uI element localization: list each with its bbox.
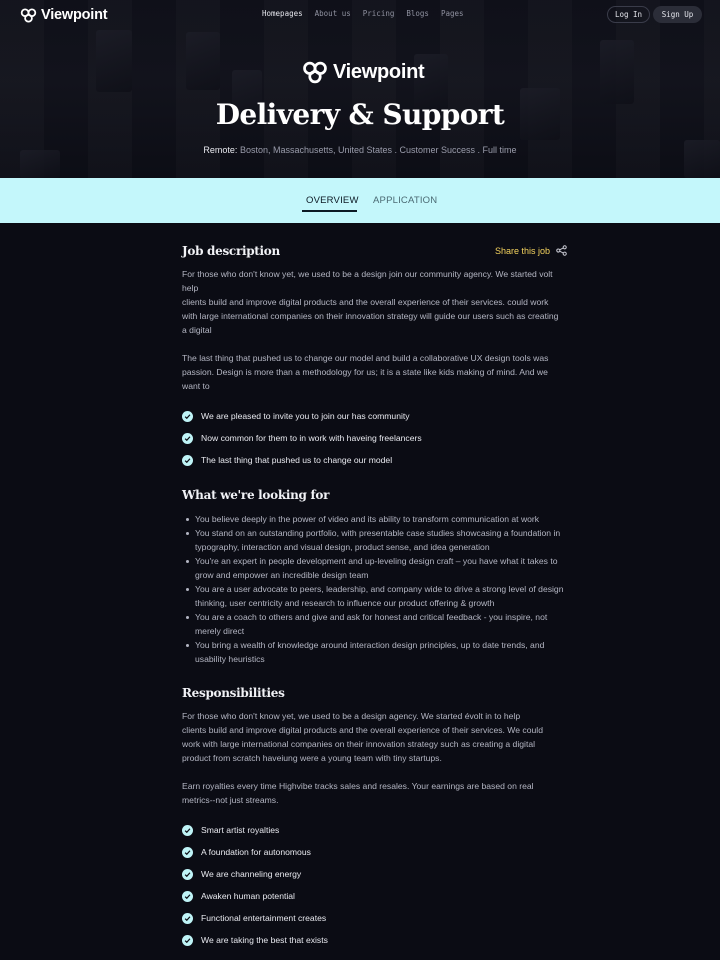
page-title: Delivery & Support <box>215 98 505 131</box>
tab-application[interactable]: APPLICATION <box>373 195 438 206</box>
list-item-line: merely direct <box>195 626 245 636</box>
brand-name: Viewpoint <box>41 7 108 23</box>
list-item <box>182 863 328 885</box>
hero-decor-block <box>186 32 220 90</box>
tab-overview[interactable]: OVERVIEW <box>306 195 359 206</box>
list-item-line: thinking, user centricity and research to influence our product offering & growth <box>195 598 495 608</box>
share-icon <box>556 245 567 256</box>
check-circle-icon <box>182 891 193 902</box>
job-description-paragraph-1 <box>182 267 578 337</box>
check-circle-icon <box>182 913 193 924</box>
list-item-label: Now common for them to in work with haveing freelancers <box>201 433 422 443</box>
share-job-button[interactable] <box>495 245 567 256</box>
looking-for-title: What we're looking for <box>182 488 330 502</box>
job-meta <box>0 145 720 155</box>
active-tab-indicator <box>302 210 357 212</box>
nav-item-about-us[interactable]: About us <box>314 9 351 18</box>
paragraph-line: For those who don't know yet, we used to be a design join our community agency. We started volt <box>182 269 553 279</box>
list-item-line: You're an expert in people development and up-leveling design craft – you have what it takes to <box>195 556 558 566</box>
job-meta-label: Remote: <box>203 145 238 155</box>
job-description-checklist <box>182 405 422 471</box>
login-button[interactable]: Log In <box>607 6 650 23</box>
paragraph-line: clients build and improve digital products and the overall experience of their services. could work <box>182 297 549 307</box>
paragraph-line: Earn royalties every time Highvibe tracks sales and resales. Your earnings are based on real <box>182 781 534 791</box>
share-job-label: Share this job <box>495 245 551 256</box>
job-description-paragraph-2 <box>182 351 578 393</box>
nav-item-pricing[interactable]: Pricing <box>362 9 395 18</box>
check-circle-icon <box>182 455 193 466</box>
job-description-title: Job description <box>182 244 280 258</box>
list-item-label: We are taking the best that exists <box>201 935 328 945</box>
paragraph-line: want to <box>182 381 210 391</box>
check-circle-icon <box>182 847 193 858</box>
list-item <box>186 526 564 554</box>
paragraph-line: a digital <box>182 325 212 335</box>
viewpoint-logo-icon <box>302 61 328 84</box>
list-item-line: You bring a wealth of knowledge around interaction design principles, up to date trends, and <box>195 640 545 650</box>
signup-button[interactable]: Sign Up <box>653 6 702 23</box>
list-item-line: usability heuristics <box>195 654 265 664</box>
hero-banner <box>0 0 720 178</box>
list-item-line: typography, interaction and visual design, product sense, and idea generation <box>195 542 490 552</box>
paragraph-line: product from scratch haveiung were a young team with tiny startups. <box>182 753 442 763</box>
paragraph-line: metrics--not just streams. <box>182 795 279 805</box>
paragraph-line: passion. Design is more than a methodology for us; it is a state like kids making of mind. And we <box>182 367 548 377</box>
hero-logo <box>302 60 424 84</box>
list-item-label: The last thing that pushed us to change our model <box>201 455 393 465</box>
check-circle-icon <box>182 411 193 422</box>
looking-for-list <box>186 512 564 666</box>
list-item-line: You are a coach to others and give and ask for honest and critical feedback - you inspire, not <box>195 612 548 622</box>
check-circle-icon <box>182 433 193 444</box>
paragraph-line: clients build and improve digital products and the overall experience of their services. We could <box>182 725 543 735</box>
list-item <box>182 449 422 471</box>
hero-decor-block <box>96 30 132 92</box>
list-item <box>182 885 328 907</box>
viewpoint-logo-icon <box>20 8 37 23</box>
list-item <box>182 907 328 929</box>
nav-item-homepages[interactable]: Homepages <box>262 9 303 18</box>
paragraph-line: with large international companies on their innovation strategy will guide our users such as creating <box>182 311 559 321</box>
list-item-line: You believe deeply in the power of video and its ability to transform communication at work <box>195 514 540 524</box>
main-nav <box>262 9 464 18</box>
check-circle-icon <box>182 869 193 880</box>
list-item-label: We are pleased to invite you to join our has community <box>201 411 410 421</box>
list-item <box>182 929 328 951</box>
list-item <box>186 610 564 638</box>
list-item-label: We are channeling energy <box>201 869 302 879</box>
nav-item-blogs[interactable]: Blogs <box>406 9 429 18</box>
list-item-line: You stand on an outstanding portfolio, with presentable case studies showcasing a foundation in <box>195 528 561 538</box>
responsibilities-paragraph-1 <box>182 709 578 765</box>
list-item-line: You are a user advocate to peers, leadership, and company wide to drive a strong level of design <box>195 584 564 594</box>
paragraph-line: work with large international companies on their innovation strategy such as creating a digital <box>182 739 536 749</box>
responsibilities-paragraph-2 <box>182 779 578 807</box>
nav-item-pages[interactable]: Pages <box>440 9 464 18</box>
list-item <box>186 554 564 582</box>
job-meta-value: Boston, Massachusetts, United States . Customer Success . Full time <box>239 145 517 155</box>
list-item <box>186 582 564 610</box>
paragraph-line: For those who don't know yet, we used to be a design agency. We started évolt in to help <box>182 711 521 721</box>
list-item <box>186 638 564 666</box>
responsibilities-checklist <box>182 819 328 951</box>
list-item-label: A foundation for autonomous <box>201 847 311 857</box>
check-circle-icon <box>182 825 193 836</box>
top-navigation <box>0 0 720 30</box>
list-item <box>182 405 422 427</box>
responsibilities-title: Responsibilities <box>182 686 285 700</box>
tab-bar <box>0 178 720 223</box>
paragraph-line: The last thing that pushed us to change our model and build a collaborative UX design tools was <box>182 353 549 363</box>
list-item-line: grow and empower an incredible design team <box>195 570 369 580</box>
list-item-label: Awaken human potential <box>201 891 295 901</box>
list-item <box>186 512 564 526</box>
list-item-label: Functional entertainment creates <box>201 913 327 923</box>
hero-brand-name: Viewpoint <box>333 60 425 83</box>
list-item <box>182 819 328 841</box>
brand-logo[interactable] <box>20 6 107 24</box>
hero-decor-block <box>600 40 634 104</box>
list-item <box>182 841 328 863</box>
paragraph-line: help <box>182 283 199 293</box>
list-item-label: Smart artist royalties <box>201 825 280 835</box>
list-item <box>182 427 422 449</box>
check-circle-icon <box>182 935 193 946</box>
